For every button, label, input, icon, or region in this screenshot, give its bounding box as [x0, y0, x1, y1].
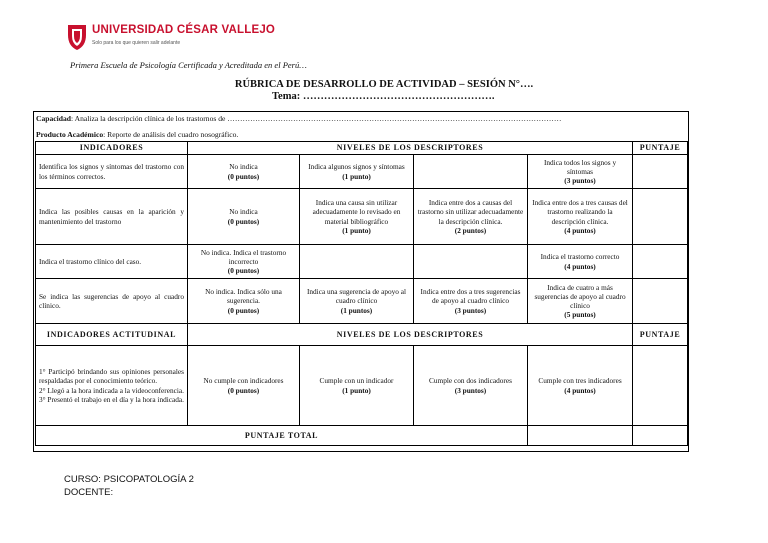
level-cell: No indica. Indica el trastorno incorrecto (0 puntos)	[188, 245, 300, 279]
tema-label: Tema:	[272, 91, 301, 102]
teacher-line: DOCENTE:	[64, 487, 114, 498]
total-score-cell[interactable]	[633, 426, 688, 446]
document-title: RÚBRICA DE DESARROLLO DE ACTIVIDAD – SESIÓN N°….	[234, 79, 534, 90]
level-cell: Indica entre dos a tres causas del trastorno realizando la descripción clínica. (4 puntos)	[528, 189, 633, 245]
university-slogan: Solo para los que quieren salir adelante	[92, 40, 181, 46]
indicator-cell: Identifica los signos y síntomas del trastorno con los términos correctos.	[36, 155, 188, 189]
level-cell	[414, 155, 528, 189]
indicator-cell: Indica el trastorno clínico del caso.	[36, 245, 188, 279]
level-cell: Cumple con dos indicadores (3 puntos)	[414, 346, 528, 426]
level-cell: No indica. Indica sólo una sugerencia. (0 puntos)	[188, 279, 300, 324]
level-cell: Indica algunos signos y síntomas (1 punto)	[300, 155, 414, 189]
indicator-cell: Se indica las sugerencias de apoyo al cuadro clínico.	[36, 279, 188, 324]
score-cell[interactable]	[633, 189, 688, 245]
level-cell: Cumple con tres indicadores (4 puntos)	[528, 346, 633, 426]
indicator-cell: Indica las posibles causas en la aparición y mantenimiento del trastorno	[36, 189, 188, 245]
capacidad-value: : Analiza la descripción clínica de los trastornos de ……………………………………………………………………………………………………………………	[71, 114, 562, 123]
table-row	[36, 155, 688, 189]
level-cell: Indica entre dos a causas del trastorno sin utilizar adecuadamente la descripción clínica. (2 puntos)	[414, 189, 528, 245]
table-row	[36, 189, 688, 245]
level-cell: Indica entre dos a tres sugerencias de apoyo al cuadro clínico (3 puntos)	[414, 279, 528, 324]
header-indicadores: INDICADORES	[36, 142, 188, 155]
producto-value: : Reporte de análisis del cuadro nosográfico.	[103, 130, 239, 139]
level-cell: Cumple con un indicador (1 punto)	[300, 346, 414, 426]
level-cell: Indica una sugerencia de apoyo al cuadro clínico (1 puntos)	[300, 279, 414, 324]
tema-value: ……………………………………………….	[302, 91, 495, 102]
table-row	[36, 279, 688, 324]
header-puntaje: PUNTAJE	[633, 142, 688, 155]
score-cell[interactable]	[633, 346, 688, 426]
producto-label: Producto Académico	[36, 130, 104, 139]
header-puntaje: PUNTAJE	[633, 324, 688, 346]
level-cell: No cumple con indicadores (0 puntos)	[188, 346, 300, 426]
total-empty-cell	[528, 426, 633, 446]
header-niveles: NIVELES DE LOS DESCRIPTORES	[188, 324, 633, 346]
table-header-row	[36, 324, 688, 346]
university-name: UNIVERSIDAD CÉSAR VALLEJO	[92, 24, 276, 36]
total-row	[36, 426, 688, 446]
level-cell: Indica de cuatro a más sugerencias de apoyo al cuadro clínico (5 puntos)	[528, 279, 633, 324]
course-line: CURSO: PSICOPATOLOGÍA 2	[64, 474, 194, 485]
table-row	[36, 245, 688, 279]
level-cell	[300, 245, 414, 279]
score-cell[interactable]	[633, 279, 688, 324]
header-indicadores-actitudinal: INDICADORES ACTITUDINAL	[36, 324, 188, 346]
level-cell: Indica el trastorno correcto (4 puntos)	[528, 245, 633, 279]
table-row	[36, 346, 688, 426]
attitudinal-indicator-cell: 1° Participó brindando sus opiniones personales respaldadas por el conocimiento teórico. 2° Llegó a la hora indicada a la videoconferencia. 3° Presentó el trabajo en el día y la hora indicada.	[36, 346, 188, 426]
score-cell[interactable]	[633, 245, 688, 279]
table-header-row	[36, 142, 688, 155]
score-cell[interactable]	[633, 155, 688, 189]
level-cell: Indica todos los signos y síntomas (3 puntos)	[528, 155, 633, 189]
level-cell	[414, 245, 528, 279]
total-label: PUNTAJE TOTAL	[36, 426, 528, 446]
capacidad-line	[36, 114, 684, 123]
level-cell: No indica (0 puntos)	[188, 155, 300, 189]
level-cell: Indica una causa sin utilizar adecuadamente lo revisado en material bibliográfico (1 punto)	[300, 189, 414, 245]
capacidad-label: Capacidad	[36, 114, 72, 123]
school-subtitle: Primera Escuela de Psicología Certificada y Acreditada en el Perú…	[70, 60, 307, 70]
header-niveles: NIVELES DE LOS DESCRIPTORES	[188, 142, 633, 155]
tema-line	[272, 91, 494, 102]
rubric-table	[35, 141, 688, 446]
producto-line	[36, 130, 238, 139]
level-cell: No indica (0 puntos)	[188, 189, 300, 245]
